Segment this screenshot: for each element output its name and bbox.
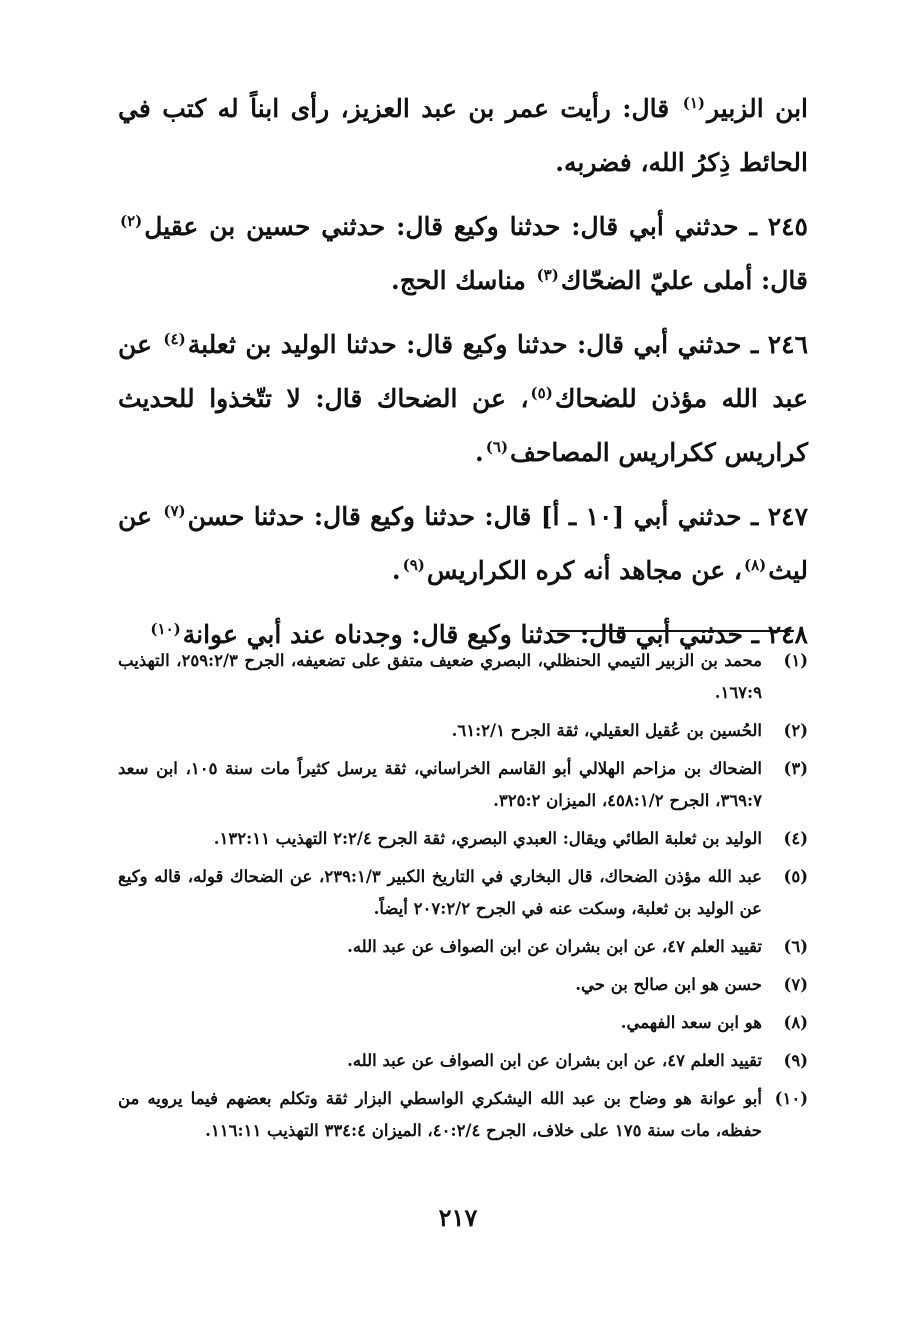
footnote-ref-5[interactable]: (٥) <box>530 383 553 402</box>
footnote-3 <box>118 753 808 817</box>
footnote-number: (٦) <box>783 937 808 956</box>
footnote-text: حسن هو ابن صالح بن حي. <box>575 975 762 994</box>
paragraph-continuation <box>118 82 808 190</box>
text-span: مناسك الحج. <box>391 266 535 295</box>
text-span: . <box>391 556 401 585</box>
footnote-ref-10[interactable]: (١٠) <box>150 619 181 638</box>
footnote-2 <box>118 715 808 747</box>
footnote-ref-4[interactable]: (٤) <box>163 329 186 348</box>
footnote-text: الحُسين بن عُقيل العقيلي، ثقة الجرح ٦١:٢/١. <box>451 721 762 740</box>
footnote-number: (٥) <box>783 867 808 886</box>
footnote-number: (٢) <box>783 721 808 740</box>
hadith-247 <box>118 490 808 598</box>
text-span: قال: أملى عليّ الضحّاك <box>560 266 808 295</box>
footnote-ref-1[interactable]: (١) <box>682 93 705 112</box>
footnote-ref-3[interactable]: (٣) <box>536 265 559 284</box>
text-span: ، عن مجاهد أنه كره الكراريس <box>426 556 742 585</box>
footnote-number: (١٠) <box>774 1089 808 1108</box>
footnote-text: عبد الله مؤذن الضحاك، قال البخاري في التاريخ الكبير ٢٣٩:١/٣، عن الضحاك قوله، قاله وكيع عن الوليد بن ثعلبة، وسكت عنه في الجرح ٢٠٧:٢/٢ أيضاً. <box>118 867 763 918</box>
footnote-ref-6[interactable]: (٦) <box>485 437 509 456</box>
footnote-number: (٤) <box>783 829 808 848</box>
hadith-245 <box>118 200 808 308</box>
text-span: ابن الزبير <box>706 94 809 123</box>
footnote-text: الضحاك بن مزاحم الهلالي أبو القاسم الخراساني، ثقة يرسل كثيراً مات سنة ١٠٥، ابن سعد ٣٦٩:٧، الجرح ٤٥٨:١/٢، الميزان ٣٢٥:٢. <box>118 759 762 810</box>
footnote-number: (٨) <box>783 1013 808 1032</box>
footnote-ref-9[interactable]: (٩) <box>402 555 425 574</box>
main-text <box>118 82 808 672</box>
footnote-4 <box>118 823 808 855</box>
footnote-number: (٣) <box>783 759 808 778</box>
footnote-text: تقييد العلم ٤٧، عن ابن بشران عن ابن الصواف عن عبد الله. <box>347 937 762 956</box>
text-span: عن عبد الله مؤذن للضحاك <box>118 330 808 413</box>
hadith-246 <box>118 318 808 480</box>
footnote-divider <box>550 630 794 632</box>
hadith-number: ٢٤٧ ـ <box>751 502 809 531</box>
text-span: قال: رأيت عمر بن عبد العزيز، رأى ابناً له كتب في الحائط ذِكرُ الله، فضربه. <box>118 94 808 177</box>
footnote-text: أبو عوانة هو وضاح بن عبد الله اليشكري الواسطي البزار ثقة وتكلم بعضهم فيما يرويه من حفظه، مات سنة ١٧٥ على خلاف، الجرح ٤٠:٢/٤، الميزان ٣٣٤:٤ التهذيب ١١٦:١١. <box>118 1089 762 1140</box>
hadith-number: ٢٤٨ ـ <box>751 620 808 649</box>
footnote-text: تقييد العلم ٤٧، عن ابن بشران عن ابن الصواف عن عبد الله. <box>347 1051 762 1070</box>
text-span: . <box>475 438 484 467</box>
footnote-number: (١) <box>783 651 808 670</box>
footnote-ref-2[interactable]: (٢) <box>120 211 143 230</box>
footnote-7 <box>118 969 808 1001</box>
footnote-6 <box>118 931 808 963</box>
footnote-number: (٩) <box>783 1051 808 1070</box>
footnote-number: (٧) <box>783 975 808 994</box>
footnote-text: الوليد بن ثعلبة الطائي ويقال: العبدي البصري، ثقة الجرح ٢:٢/٤ التهذيب ١٣٢:١١. <box>213 829 762 848</box>
text-span: حدثني أبي قال: حدثنا وكيع قال: وجدناه عند أبي عوانة <box>182 620 752 649</box>
hadith-number: ٢٤٦ ـ <box>750 330 809 359</box>
text-span: ، عن الضحاك قال: لا تتّخذوا للحديث كراريس ككراريس المصاحف <box>118 384 808 467</box>
text-span: حدثني أبي قال: حدثنا وكيع قال: حدثني حسين بن عقيل <box>144 212 750 241</box>
footnote-10 <box>118 1083 808 1147</box>
page-number: ٢١٧ <box>438 1203 478 1232</box>
text-span: حدثني أبي قال: حدثنا وكيع قال: حدثنا الوليد بن ثعلبة <box>187 330 751 359</box>
footnote-5 <box>118 861 808 925</box>
text-span: عن ليث <box>118 502 808 585</box>
footnote-9 <box>118 1045 808 1077</box>
footnote-ref-7[interactable]: (٧) <box>163 501 186 520</box>
hadith-number: ٢٤٥ ـ <box>749 212 808 241</box>
footnote-1 <box>118 645 808 709</box>
footnote-text: هو ابن سعد الفهمي. <box>620 1013 762 1032</box>
footnote-ref-8[interactable]: (٨) <box>744 555 767 574</box>
footnotes <box>118 645 808 1153</box>
text-span: حدثني أبي [١٠ ـ أ] قال: حدثنا وكيع قال: حدثنا حسن <box>187 502 752 531</box>
footnote-8 <box>118 1007 808 1039</box>
footnote-text: محمد بن الزبير التيمي الحنظلي، البصري ضعيف متفق على تضعيفه، الجرح ٢٥٩:٢/٣، التهذيب ١٦٧:٩. <box>118 651 762 702</box>
